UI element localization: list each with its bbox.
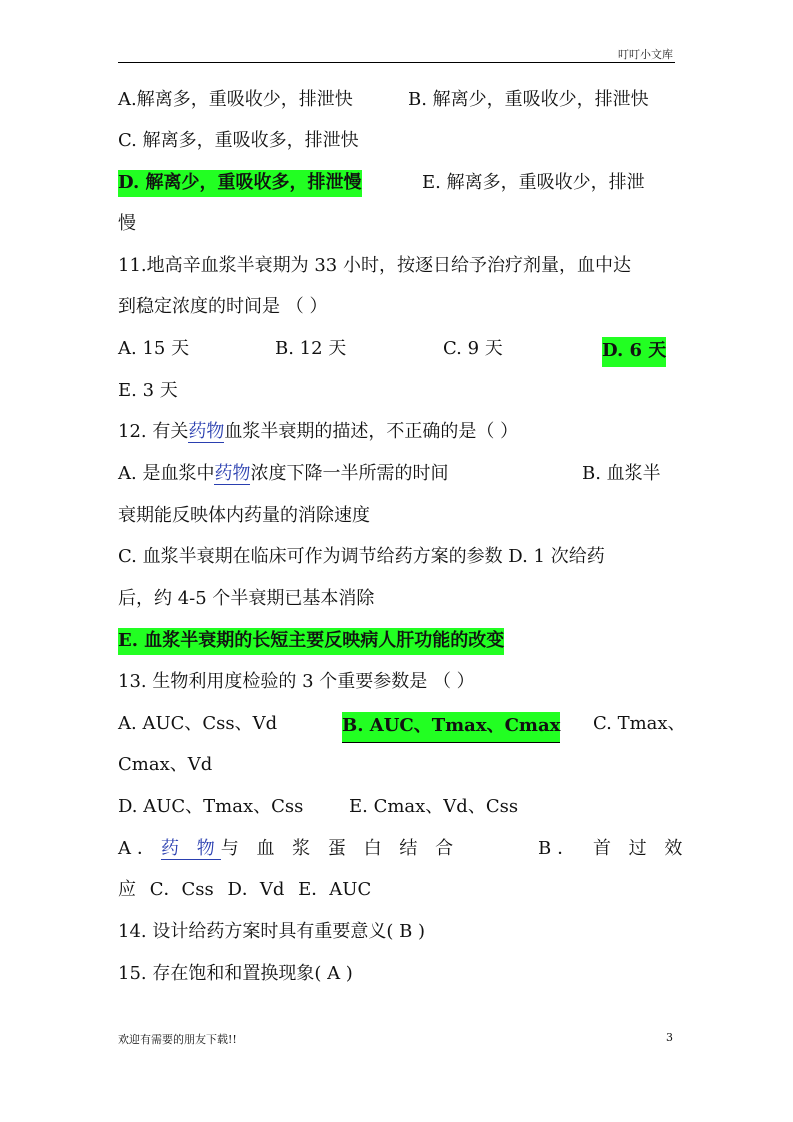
q10-option-e: E. 解离多，重吸收少，排泄 [422, 172, 645, 193]
q10-option-c: C. 解离多，重吸收多，排泄快 [118, 130, 359, 151]
drug-link[interactable]: 药物 [214, 463, 251, 484]
q15-stem: 15. 存在饱和和置换现象( A ) [118, 963, 353, 984]
q10-option-d-answer: D. 解离少，重吸收多，排泄慢 [118, 170, 362, 197]
q11-option-a: A. 15 天 [118, 338, 190, 359]
q14-stem: 14. 设计给药方案时具有重要意义( B ) [118, 921, 426, 942]
q12-options-row-3: C. 血浆半衰期在临床可作为调节给药方案的参数 D. 1 次给药 [118, 546, 605, 567]
q12-option-e-answer-row [118, 629, 504, 653]
q13-option-c: C. Tmax、 [593, 713, 686, 734]
q12-stem-pre: 12. 有关 [118, 421, 189, 442]
q11-stem-line-2: 到稳定浓度的时间是 （ ） [118, 296, 328, 317]
q11-option-c: C. 9 天 [443, 338, 503, 359]
sub-option-a-post: 与 血 浆 蛋 白 结 合 [220, 838, 460, 859]
footer-download-note: 欢迎有需要的朋友下载!! [118, 1033, 237, 1046]
q12-option-d-cont: 后，约 4-5 个半衰期已基本消除 [118, 588, 375, 609]
sub-options-row-1 [118, 837, 689, 861]
q11-option-e: E. 3 天 [118, 380, 178, 401]
q11-option-d-answer: D. 6 天 [602, 337, 666, 367]
q13-option-d: D. AUC、Tmax、Css [118, 796, 304, 817]
q10-option-e-cont: 慢 [118, 213, 136, 234]
q13-options-row-3 [118, 795, 519, 819]
q12-options-row-1 [118, 462, 661, 486]
page-number: 3 [666, 1031, 673, 1044]
q13-option-e: E. Cmax、Vd、Css [349, 796, 519, 817]
q13-option-a: A. AUC、Css、Vd [118, 713, 278, 734]
sub-option-a-pre: A． [118, 838, 161, 859]
q13-option-c-cont: Cmax、Vd [118, 754, 213, 775]
q10-option-b: B. 解离少，重吸收少，排泄快 [408, 89, 649, 110]
q11-stem-line-1: 11.地高辛血浆半衰期为 33 小时，按逐日给予治疗剂量，血中达 [118, 255, 631, 276]
q11-options-row [118, 337, 667, 361]
q13-options-row-1 [118, 712, 686, 736]
q12-option-a-post: 浓度下降一半所需的时间 [250, 463, 449, 484]
q12-option-e-answer: E. 血浆半衰期的长短主要反映病人肝功能的改变 [118, 628, 504, 655]
q10-options-row-3 [118, 171, 645, 195]
q12-option-a-pre: A. 是血浆中 [118, 463, 215, 484]
header-site-name: 叮叮小文库 [618, 48, 673, 61]
q10-options-row-1 [118, 88, 649, 112]
q12-option-b-cont: 衰期能反映体内药量的消除速度 [118, 505, 370, 526]
q12-option-b: B. 血浆半 [582, 463, 661, 484]
q10-option-a: A.解离多，重吸收少，排泄快 [118, 89, 353, 110]
drug-link[interactable]: 药 物 [161, 838, 221, 859]
q11-option-b: B. 12 天 [275, 338, 347, 359]
sub-options-row-2: 应 C．Css D．Vd E．AUC [118, 879, 372, 900]
drug-link[interactable]: 药物 [188, 421, 225, 442]
sub-option-b: B． 首 过 效 [538, 838, 689, 859]
q12-stem-post: 血浆半衰期的描述，不正确的是（ ） [224, 421, 519, 442]
header-divider [118, 62, 675, 63]
q13-option-b-answer: B. AUC、Tmax、Cmax [342, 712, 560, 743]
q12-stem [118, 420, 518, 444]
q13-stem: 13. 生物利用度检验的 3 个重要参数是 （ ） [118, 671, 475, 692]
